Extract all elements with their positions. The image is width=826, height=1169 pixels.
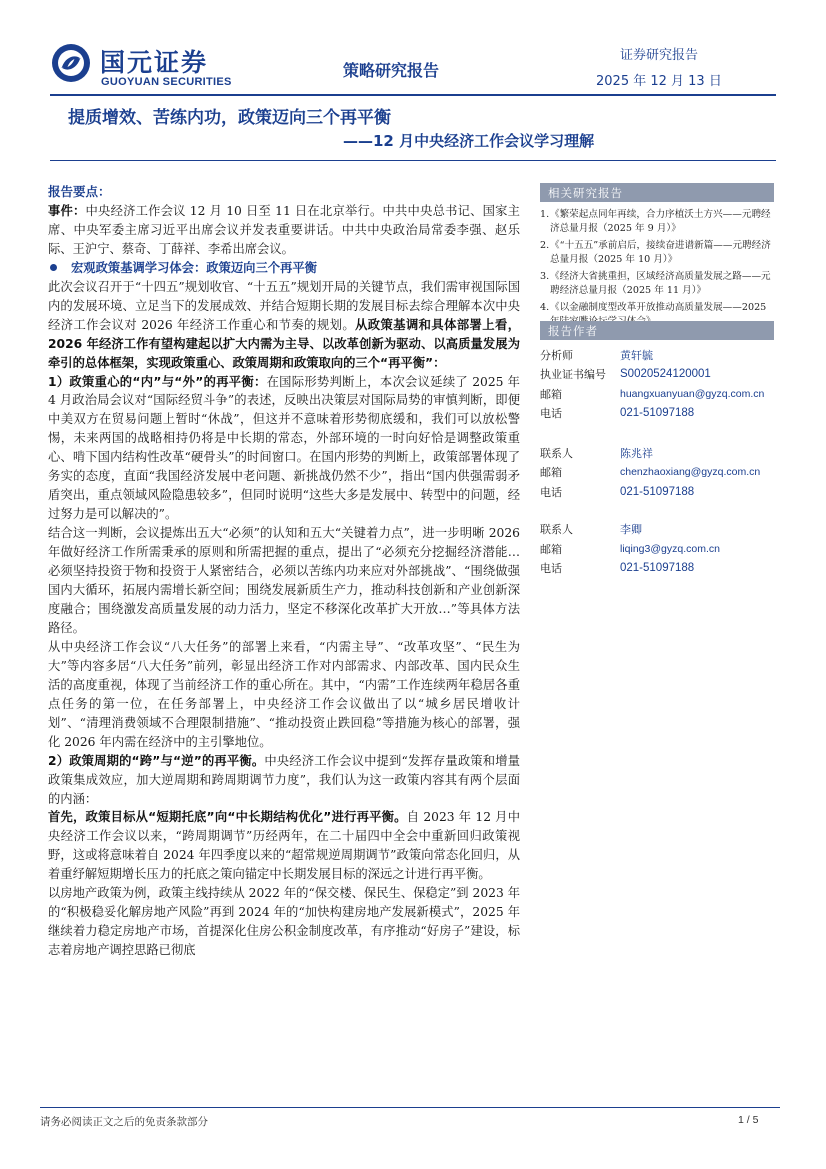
subheading-1: 1）政策重心的“内”与“外”的再平衡：: [48, 374, 267, 389]
paragraph-5: [48, 752, 520, 809]
related-report-title: 《经济大省挑重担，区域经济高质量发展之路——元聘经济总量月报（2025 年 11 月）》: [550, 271, 771, 296]
related-reports-list: [540, 208, 774, 329]
author-field-label: 电话: [540, 407, 562, 421]
paragraph-1-text: 此次会议召开于“十四五”规划收官、“十五五”规划开局的关键节点，我们需审视国际国内的发展环境、立足当下的发展成效、并结合短期长期的发展目标去综合理解本次中央经济工作会议对 2026 年经济工作重心和节奏的规划。: [48, 279, 520, 332]
author-field-label: 分析师: [540, 348, 573, 362]
paragraph-2: [48, 373, 520, 525]
author-row: [540, 539, 774, 559]
author-row: [540, 482, 774, 502]
contact-block-2: [540, 520, 774, 579]
main-content: [48, 183, 520, 960]
paragraph-6-text: 自 2023 年 12 月中央经济工作会议以来，“跨周期调节”历经两年，在二十届四中全会中重新回归政策视野，这或将意味着自 2024 年四季度以来的“超常规逆周期调节”政策向常态化回归，从着重纾解短期增长压力的托底之策向锚定中长期发展目标的深远之计进行再平衡。: [48, 810, 520, 882]
author-field-label: 电话: [540, 485, 562, 499]
paragraph-4: 从中央经济工作会议“八大任务”的部署上来看，“内需主导”、“改革攻坚”、“民生为大”等内容多居“八大任务”前列，彰显出经济工作对内部需求、内部改革、国内民众生活的高度重视，体现了当前经济工作的重心所在。其中，“内需”工作连续两年稳居各重点任务的第一位，在任务部署上，中央经济工作会议做出了以“城乡居民增收计划”、“清理消费领域不合理限制措施”、“推动投资止跌回稳”等措施为核心的部署，强化 2026 年内需在经济中的主引擎地位。: [48, 639, 520, 749]
related-report-number: 2.: [540, 240, 550, 251]
related-report-number: 4.: [540, 302, 550, 313]
related-report-title: 《“十五五”承前启后，接续奋进谱新篇——元聘经济总量月报（2025 年 10 月）》: [550, 240, 771, 265]
subheading-2: 2）政策周期的“跨”与“逆”的再平衡。: [48, 753, 265, 768]
bullet-heading-text: 宏观政策基调学习体会：政策迈向三个再平衡: [71, 260, 317, 275]
report-type: 策略研究报告: [343, 61, 440, 80]
author-row: [540, 404, 774, 424]
author-field-value: 021-51097188: [620, 562, 695, 575]
paragraph-1-bold: 从政策基调和具体部署上看，2026 年经济工作有望构建起以扩大内需为主导、以改革创新为驱动、以高质量发展为牵引的总体框架，实现政策重心、政策周期和政策取向的三个“再平衡”：: [48, 317, 520, 370]
report-category: 证券研究报告: [620, 48, 699, 63]
bullet-heading: [48, 259, 520, 278]
author-field-label: 电话: [540, 562, 562, 576]
author-field-value: 021-51097188: [620, 407, 695, 420]
related-reports-panel: [540, 183, 774, 336]
section-label: 报告要点：: [48, 184, 111, 199]
author-row: [540, 559, 774, 579]
related-report-number: 1.: [540, 209, 550, 220]
author-row: [540, 365, 774, 385]
footer-disclaimer: 请务必阅读正文之后的免责条款部分: [40, 1116, 208, 1128]
analyst-block: [540, 345, 774, 423]
authors-title: 报告作者: [540, 321, 774, 340]
author-row: [540, 463, 774, 483]
paragraph-1: [48, 278, 520, 373]
paragraph-3: 结合这一判断，会议提炼出五大“必须”的认知和五大“关键着力点”，进一步明晰 2026 年做好经济工作所需秉承的原则和所需把握的重点，提出了“必须充分挖掘经济潜能…必须坚持投资于物和投资于人紧密结合，必须以苦练内功来应对外部挑战”、“围绕做强国内大循环，拓展内需增长新空间；围绕发展新质生产力，推动科技创新和产业创新深度融合；围绕激发高质量发展的动力活力，坚定不移深化改革扩大开放…”等具体方法路径。: [48, 526, 520, 635]
report-date: 2025 年 12 月 13 日: [596, 74, 722, 89]
paragraph-7: 以房地产政策为例，政策主线持续从 2022 年的“保交楼、保民生、保稳定”到 2023 年的“积极稳妥化解房地产风险”再到 2024 年的“加快构建房地产发展新模式”，2025 年继续着力稳定房地产市场，首提深化住房公积金制度改革，有序推动“好房子”建设，标志着房地产调控思路已彻底: [48, 886, 521, 958]
event-label: 事件：: [48, 203, 86, 218]
author-field-label: 联系人: [540, 523, 573, 537]
author-field-label: 联系人: [540, 446, 573, 460]
author-row: [540, 520, 774, 540]
author-field-value: 陈兆祥: [620, 446, 653, 460]
page-number: 1 / 5: [738, 1114, 759, 1126]
logo-text-en: GUOYUAN SECURITIES: [101, 76, 232, 88]
title-divider: [50, 160, 776, 161]
related-reports-title: 相关研究报告: [540, 183, 774, 202]
event-text: 中央经济工作会议 12 月 10 日至 11 日在北京举行。中共中央总书记、国家主席、中央军委主席习近平出席会议并发表重要讲话。中共中央政治局常委李强、赵乐际、王沪宁、蔡奇、丁薛祥、李希出席会议。: [48, 203, 520, 256]
event-paragraph: [48, 202, 520, 259]
bullet-dot-icon: [50, 264, 57, 271]
author-row: [540, 345, 774, 365]
author-field-value: 黄轩毓: [620, 348, 653, 362]
author-field-value[interactable]: chenzhaoxiang@gyzq.com.cn: [620, 466, 761, 479]
paragraph-6-bold: 首先，政策目标从“短期托底”向“中长期结构优化”进行再平衡。: [48, 810, 407, 825]
related-report-title: 《繁荣起点同年再续，合力序植沃土方兴——元聘经济总量月报（2025 年 9 月）》: [550, 209, 771, 234]
author-row: [540, 443, 774, 463]
author-field-label: 邮箱: [540, 466, 562, 480]
author-field-label: 执业证书编号: [540, 368, 606, 382]
authors-panel: [540, 321, 774, 578]
paragraph-5-text: 中央经济工作会议中提到“发挥存量政策和增量政策集成效应，加大逆周期和跨周期调节力度”，我们认为这一政策内容其有两个层面的内涵：: [48, 753, 520, 806]
footer-divider: [40, 1107, 780, 1108]
author-field-value: S0020524120001: [620, 368, 711, 381]
header-divider: [50, 94, 776, 96]
author-field-value[interactable]: huangxuanyuan@gyzq.com.cn: [620, 387, 765, 400]
contact-block-1: [540, 443, 774, 502]
author-field-label: 邮箱: [540, 387, 562, 401]
related-report-item[interactable]: [540, 239, 774, 267]
related-report-number: 3.: [540, 271, 550, 282]
author-field-value: 李卿: [620, 523, 642, 537]
report-subtitle: ——12 月中央经济工作会议学习理解: [343, 132, 595, 150]
related-report-item[interactable]: [540, 270, 774, 298]
author-field-value: 021-51097188: [620, 485, 695, 498]
paragraph-2-text: 在国际形势判断上，本次会议延续了 2025 年 4 月政治局会议对“国际经贸斗争”的表述，反映出决策层对国际局势的审慎判断，即便中美双方在贸易问题上暂时“休战”，但这并不意味着形势彻底缓和，我们可以放松警惕，未来两国的战略相持仍将是中长期的常态，外部环境的一时向好恰是调整政策重心、啃下国内结构性改革“硬骨头”的时间窗口。在国内形势的判断上，政策部署体现了务实的态度，直面“我国经济发展中老问题、新挑战仍然不少”，指出“国内供强需弱矛盾突出，重点领域风险隐患较多”，但同时说明“这些大多是发展中、转型中的问题，经过努力是可以解决的”。: [48, 374, 520, 522]
author-row: [540, 384, 774, 404]
author-field-label: 邮箱: [540, 542, 562, 556]
guoyuan-logo-icon: [50, 42, 92, 84]
author-field-value[interactable]: liqing3@gyzq.com.cn: [620, 542, 720, 555]
report-title: 提质增效、苦练内功，政策迈向三个再平衡: [68, 108, 391, 128]
related-report-title: 《以金融制度型改革开放推动高质量发展——2025: [550, 302, 767, 313]
paragraph-6: [48, 808, 520, 884]
related-report-item[interactable]: [540, 208, 774, 236]
logo-text-cn: 国元证券: [100, 48, 209, 77]
